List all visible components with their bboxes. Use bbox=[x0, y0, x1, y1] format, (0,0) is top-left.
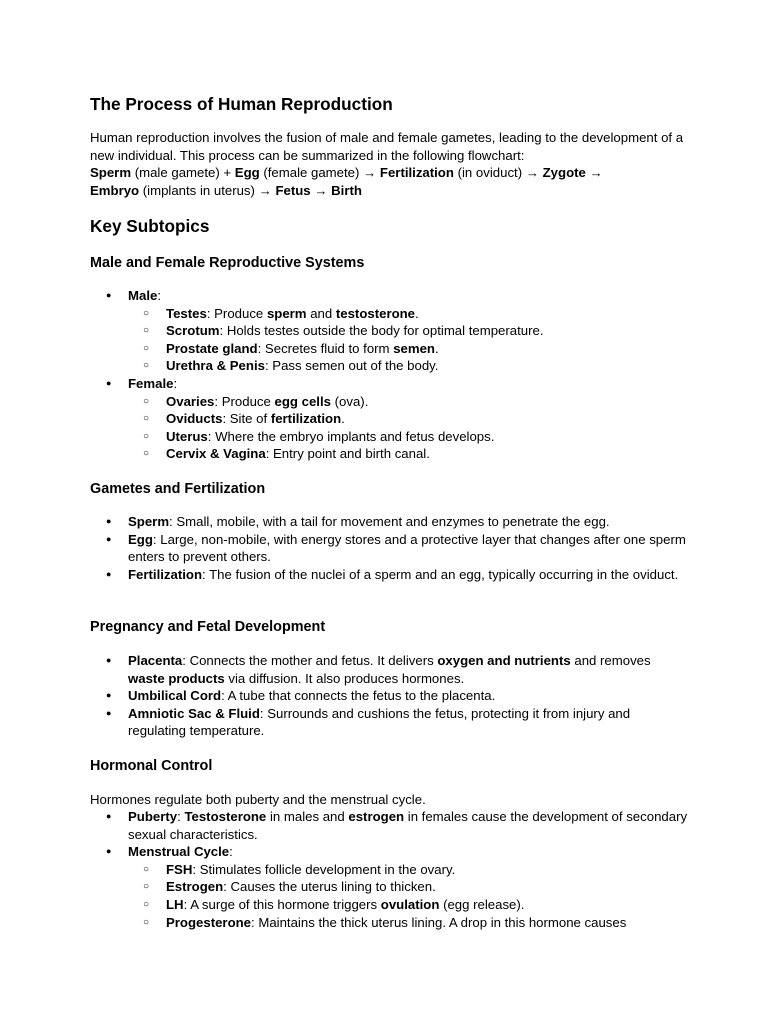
item-text: in females cause the development of secondary sexual characteristics. bbox=[128, 809, 688, 842]
item-label: Male bbox=[128, 288, 158, 303]
item-text: : A tube that connects the fetus to the placenta. bbox=[221, 688, 496, 704]
item-term: Puberty bbox=[128, 809, 178, 824]
item-text: : A surge of this hormone triggers bbox=[183, 896, 381, 912]
item-text: : bbox=[177, 809, 185, 824]
flow-note: (implants in uterus) → bbox=[142, 182, 272, 198]
item-term: Prostate gland bbox=[166, 340, 258, 356]
item-text: : Small, mobile, with a tail for movement and enzymes to penetrate the egg. bbox=[169, 514, 610, 529]
flow-fetus: Fetus bbox=[275, 182, 311, 198]
item-term: Sperm bbox=[128, 514, 170, 529]
intro-paragraph bbox=[90, 129, 690, 199]
section-heading-pregnancy: Pregnancy and Fetal Development bbox=[90, 619, 326, 635]
item-term: Estrogen bbox=[166, 879, 224, 895]
item-text: in males and bbox=[266, 809, 349, 824]
item-term: Ovaries bbox=[166, 393, 215, 409]
list-item bbox=[166, 445, 688, 463]
reproductive-systems-list bbox=[128, 287, 688, 463]
item-term: FSH bbox=[166, 861, 193, 877]
item-text: via diffusion. It also produces hormones. bbox=[224, 670, 465, 686]
item-bold: testosterone bbox=[335, 305, 416, 321]
list-item-male: ● Male: ○ Testes: Produce sperm and testosterone. ○ Scrotum: Holds testes outside the body for optimal temperature. ○ Prostate gland: Secretes fluid to form semen. ○ Urethra & Penis: Pass semen out of the body. bbox=[128, 287, 688, 375]
item-term: Urethra & Penis bbox=[166, 358, 265, 374]
list-item bbox=[166, 914, 688, 932]
flow-note: → bbox=[314, 182, 328, 198]
item-text: : Produce bbox=[214, 393, 275, 409]
item-term: Egg bbox=[128, 531, 153, 547]
item-text: and bbox=[306, 305, 336, 321]
item-text: and removes bbox=[570, 653, 651, 668]
flow-zygote: Zygote bbox=[542, 165, 586, 181]
section-heading-gametes: Gametes and Fertilization bbox=[90, 481, 266, 497]
item-bold: egg cells bbox=[274, 393, 331, 409]
flow-birth: Birth bbox=[331, 182, 362, 198]
list-item-menstrual-cycle: ● Menstrual Cycle: ○ FSH: Stimulates follicle development in the ovary. ○ Estrogen: Causes the uterus lining to thicken. ○ LH: A surge of this hormone triggers ovulation (egg release). ○ Progesterone: Maintains the thick uterus lining. A drop in this hormone causes bbox=[128, 843, 688, 931]
list-item bbox=[166, 305, 688, 323]
flow-fertilization: Fertilization bbox=[379, 165, 454, 181]
item-term: Testes bbox=[166, 305, 207, 321]
list-item bbox=[166, 322, 688, 340]
flow-sperm: Sperm bbox=[90, 165, 132, 181]
list-item bbox=[166, 428, 688, 446]
item-text: . bbox=[341, 411, 345, 427]
item-term: Progesterone bbox=[166, 914, 252, 930]
list-item bbox=[166, 896, 688, 914]
item-text: : Holds testes outside the body for optimal temperature. bbox=[219, 323, 544, 339]
list-item bbox=[128, 513, 688, 531]
item-term: Umbilical Cord bbox=[128, 688, 222, 704]
item-text: : Stimulates follicle development in the ovary. bbox=[192, 861, 456, 877]
item-label: Female bbox=[128, 375, 174, 391]
female-sublist bbox=[166, 393, 688, 463]
list-item bbox=[128, 531, 688, 566]
item-bold: semen bbox=[393, 340, 435, 356]
intro-text: Human reproduction involves the fusion of male and female gametes, leading to the development of a new individual. This process can be summarized in the following flowchart: bbox=[90, 130, 684, 163]
item-text: : The fusion of the nuclei of a sperm and an egg, typically occurring in the oviduct. bbox=[202, 566, 679, 582]
item-bold: ovulation bbox=[380, 896, 440, 912]
item-text: (egg release). bbox=[439, 896, 525, 912]
list-item bbox=[128, 705, 688, 740]
list-item bbox=[128, 687, 688, 705]
flow-note: (in oviduct) → bbox=[457, 165, 539, 181]
hormonal-list bbox=[128, 808, 688, 931]
item-bold: oxygen and nutrients bbox=[437, 653, 571, 668]
item-text: : Produce bbox=[206, 305, 267, 321]
list-item bbox=[166, 410, 688, 428]
flow-note: (male gamete) + bbox=[134, 165, 232, 181]
item-bold: fertilization bbox=[270, 411, 342, 427]
item-bold: sperm bbox=[266, 305, 307, 321]
item-text: : Secretes fluid to form bbox=[257, 340, 394, 356]
item-text: : Pass semen out of the body. bbox=[264, 358, 439, 374]
item-text: : Connects the mother and fetus. It delivers bbox=[182, 653, 438, 668]
item-label: Menstrual Cycle bbox=[128, 844, 230, 860]
gametes-list bbox=[128, 513, 688, 583]
item-term: Cervix & Vagina bbox=[166, 446, 266, 462]
item-term: Amniotic Sac & Fluid bbox=[128, 705, 260, 721]
item-term: Oviducts bbox=[166, 411, 223, 427]
item-text: : Entry point and birth canal. bbox=[265, 446, 430, 462]
section-heading-hormonal: Hormonal Control bbox=[90, 758, 213, 774]
item-bold: Testosterone bbox=[184, 809, 267, 824]
item-term: Placenta bbox=[128, 653, 183, 668]
item-text: : Surrounds and cushions the fetus, protecting it from injury and regulating temperature. bbox=[128, 705, 631, 739]
list-item bbox=[128, 652, 688, 687]
item-text: . bbox=[435, 340, 439, 356]
item-term: LH bbox=[166, 896, 184, 912]
flow-note: → bbox=[589, 165, 603, 181]
list-item-puberty bbox=[128, 808, 688, 843]
item-text: : Maintains the thick uterus lining. A drop in this hormone causes bbox=[251, 914, 627, 930]
list-item bbox=[166, 393, 688, 411]
item-term: Uterus bbox=[166, 428, 208, 444]
section-heading-reproductive-systems: Male and Female Reproductive Systems bbox=[90, 255, 365, 271]
flow-embryo: Embryo bbox=[90, 182, 140, 198]
hormonal-intro: Hormones regulate both puberty and the menstrual cycle. bbox=[90, 792, 426, 807]
item-text: : Causes the uterus lining to thicken. bbox=[223, 879, 436, 895]
male-sublist bbox=[166, 305, 688, 375]
list-item bbox=[166, 340, 688, 358]
list-item-female: ● Female: ○ Ovaries: Produce egg cells (ova). ○ Oviducts: Site of fertilization. ○ Uterus: Where the embryo implants and fetus develops. ○ Cervix & Vagina: Entry point and birth canal. bbox=[128, 375, 688, 463]
menstrual-sublist bbox=[166, 861, 688, 931]
item-text: . bbox=[415, 305, 419, 321]
list-item bbox=[166, 861, 688, 879]
item-text: (ova). bbox=[330, 393, 369, 409]
list-item bbox=[128, 566, 688, 584]
flow-note: (female gamete) → bbox=[263, 165, 377, 181]
pregnancy-list bbox=[128, 652, 688, 740]
item-bold: estrogen bbox=[348, 809, 405, 824]
item-term: Scrotum bbox=[166, 323, 220, 339]
item-term: Fertilization bbox=[128, 566, 202, 582]
list-item bbox=[166, 878, 688, 896]
item-text: : Site of bbox=[222, 411, 271, 427]
document-title: The Process of Human Reproduction bbox=[90, 94, 393, 114]
item-text: : Where the embryo implants and fetus develops. bbox=[207, 428, 495, 444]
item-text: : Large, non-mobile, with energy stores and a protective layer that changes after one sperm enters to prevent others. bbox=[128, 531, 686, 565]
key-subtopics-heading: Key Subtopics bbox=[90, 216, 210, 236]
flow-egg: Egg bbox=[234, 165, 260, 181]
item-bold: waste products bbox=[128, 670, 225, 686]
list-item bbox=[166, 357, 688, 375]
